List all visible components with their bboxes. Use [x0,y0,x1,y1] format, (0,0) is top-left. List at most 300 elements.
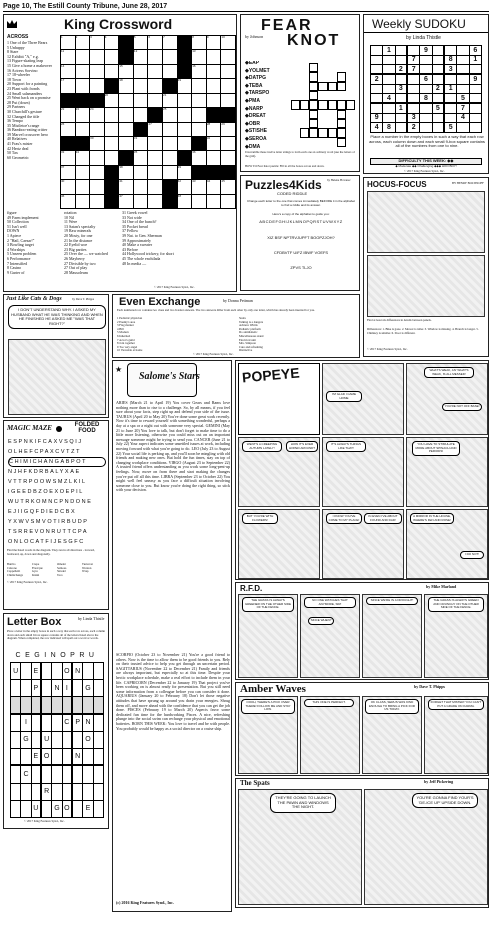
letter-box-cell[interactable] [11,715,20,731]
crossword-cell[interactable]: 19 [178,79,192,92]
letter-box-cell[interactable] [52,697,61,713]
letter-box-cell[interactable] [32,715,41,731]
crossword-cell[interactable] [148,94,162,107]
sudoku-cell[interactable] [408,94,419,103]
sudoku-cell[interactable] [383,85,394,94]
sudoku-cell[interactable]: 4 [457,114,468,123]
letter-box-cell[interactable] [21,784,30,800]
crossword-cell[interactable] [163,123,177,136]
fear-knot-cell[interactable] [309,110,318,119]
sudoku-cell[interactable] [433,94,444,103]
crossword-cell[interactable] [134,79,148,92]
letter-box-cell[interactable]: G [52,801,61,817]
crossword-cell[interactable] [148,195,162,208]
letter-box-cell[interactable] [11,680,20,696]
sudoku-cell[interactable]: 3 [396,85,407,94]
crossword-cell[interactable]: 47 [119,195,133,208]
crossword-cell[interactable]: 38 [119,166,133,179]
sudoku-cell[interactable] [420,65,431,74]
sudoku-cell[interactable] [470,104,481,113]
crossword-cell[interactable] [148,50,162,63]
crossword-cell[interactable]: 10 [221,36,235,49]
sudoku-cell[interactable] [433,114,444,123]
crossword-cell[interactable] [148,151,162,164]
letter-box-cell[interactable] [73,766,82,782]
sudoku-cell[interactable]: 8 [383,123,394,132]
sudoku-cell[interactable] [396,94,407,103]
crossword-cell[interactable] [134,195,148,208]
letter-box-cell[interactable] [11,732,20,748]
sudoku-cell[interactable] [445,46,456,55]
fear-knot-cell[interactable] [337,82,346,91]
sudoku-cell[interactable]: 8 [445,56,456,65]
sudoku-cell[interactable] [457,56,468,65]
letter-box-cell[interactable]: N [52,680,61,696]
crossword-cell[interactable] [90,166,104,179]
crossword-cell[interactable] [119,123,133,136]
crossword-cell[interactable] [207,94,221,107]
sudoku-cell[interactable] [371,85,382,94]
crossword-cell[interactable] [178,94,192,107]
crossword-cell[interactable] [76,123,90,136]
sudoku-cell[interactable]: 4 [383,94,394,103]
crossword-cell[interactable] [221,65,235,78]
sudoku-cell[interactable] [470,123,481,132]
sudoku-cell[interactable] [433,123,444,132]
crossword-cell[interactable] [221,94,235,107]
crossword-cell[interactable] [221,50,235,63]
letter-box-cell[interactable]: N [73,749,82,765]
crossword-cell[interactable] [163,137,177,150]
sudoku-cell[interactable] [420,104,431,113]
crossword-cell[interactable]: 9 [207,36,221,49]
sudoku-cell[interactable]: 7 [408,65,419,74]
sudoku-cell[interactable] [396,75,407,84]
crossword-cell[interactable] [207,50,221,63]
crossword-cell[interactable]: 21 [163,94,177,107]
sudoku-cell[interactable]: 2 [433,85,444,94]
crossword-cell[interactable] [134,166,148,179]
sudoku-cell[interactable] [383,56,394,65]
crossword-cell[interactable] [163,50,177,63]
letter-box-cell[interactable]: R [42,784,51,800]
crossword-cell[interactable]: 14 [61,65,75,78]
crossword-cell[interactable] [90,123,104,136]
crossword-cell[interactable]: 12 [134,50,148,63]
crossword-cell[interactable] [76,180,90,193]
crossword-cell[interactable] [105,123,119,136]
letter-box-cell[interactable] [63,697,72,713]
sudoku-cell[interactable] [371,56,382,65]
sudoku-cell[interactable]: 3 [408,114,419,123]
crossword-cell[interactable] [105,137,119,150]
letter-box-cell[interactable]: I [63,680,72,696]
fear-knot-cell[interactable] [309,82,318,91]
crossword-cell[interactable] [163,151,177,164]
crossword-cell[interactable]: 25 [163,108,177,121]
crossword-cell[interactable] [207,151,221,164]
letter-box-cell[interactable] [73,732,82,748]
crossword-cell[interactable]: 48 [178,195,192,208]
sudoku-cell[interactable] [396,56,407,65]
sudoku-cell[interactable]: 6 [420,75,431,84]
crossword-cell[interactable]: 40 [61,180,75,193]
crossword-cell[interactable] [207,79,221,92]
letter-box-cell[interactable] [11,801,20,817]
letter-box-cell[interactable]: E [83,801,92,817]
crossword-cell[interactable] [105,50,119,63]
fear-knot-cell[interactable] [318,128,327,137]
letter-box-cell[interactable] [21,697,30,713]
letter-box-grid[interactable] [10,662,104,818]
letter-box-cell[interactable] [42,715,51,731]
sudoku-cell[interactable] [408,104,419,113]
letter-box-cell[interactable] [52,732,61,748]
crossword-cell[interactable] [148,79,162,92]
letter-box-cell[interactable] [94,715,103,731]
crossword-cell[interactable]: 43 [192,180,206,193]
sudoku-cell[interactable] [383,65,394,74]
letter-box-cell[interactable] [42,680,51,696]
fear-knot-cell[interactable] [291,100,300,109]
sudoku-cell[interactable]: 7 [408,56,419,65]
sudoku-cell[interactable]: 2 [371,75,382,84]
crossword-cell[interactable]: 24 [90,108,104,121]
sudoku-cell[interactable] [457,123,468,132]
sudoku-cell[interactable] [445,114,456,123]
crossword-cell[interactable] [105,108,119,121]
sudoku-cell[interactable]: 4 [371,123,382,132]
sudoku-cell[interactable]: 1 [445,85,456,94]
crossword-cell[interactable]: 26 [61,123,75,136]
crossword-cell[interactable] [192,94,206,107]
letter-box-cell[interactable]: O [83,732,92,748]
crossword-cell[interactable]: 6 [148,36,162,49]
fear-knot-cell[interactable] [328,128,337,137]
sudoku-cell[interactable]: 9 [371,114,382,123]
crossword-cell[interactable]: 5 [134,36,148,49]
crossword-cell[interactable]: 23 [76,108,90,121]
letter-box-cell[interactable] [73,680,82,696]
sudoku-cell[interactable] [408,75,419,84]
crossword-cell[interactable] [148,65,162,78]
crossword-cell[interactable]: 32 [207,137,221,150]
fear-knot-cell[interactable] [328,100,337,109]
letter-box-cell[interactable] [42,697,51,713]
letter-box-cell[interactable] [21,680,30,696]
crossword-cell[interactable] [76,65,90,78]
crossword-cell[interactable] [119,137,133,150]
crossword-cell[interactable] [221,195,235,208]
sudoku-cell[interactable]: 1 [396,104,407,113]
sudoku-cell[interactable]: 3 [445,65,456,74]
crossword-cell[interactable]: 30 [90,137,104,150]
letter-box-cell[interactable] [42,801,51,817]
crossword-cell[interactable]: 34 [76,151,90,164]
letter-box-cell[interactable]: C [63,715,72,731]
letter-box-cell[interactable] [63,732,72,748]
sudoku-cell[interactable]: 8 [420,94,431,103]
sudoku-cell[interactable] [470,114,481,123]
letter-box-cell[interactable]: U [11,663,20,679]
letter-box-cell[interactable] [32,766,41,782]
letter-box-cell[interactable] [52,715,61,731]
sudoku-cell[interactable] [433,65,444,74]
crossword-cell[interactable]: 18 [119,79,133,92]
crossword-cell[interactable] [148,137,162,150]
crossword-cell[interactable]: 37 [61,166,75,179]
crossword-cell[interactable] [192,79,206,92]
letter-box-cell[interactable] [63,766,72,782]
sudoku-cell[interactable] [408,85,419,94]
sudoku-cell[interactable]: 1 [383,46,394,55]
fear-knot-cell[interactable] [337,110,346,119]
crossword-cell[interactable] [221,137,235,150]
sudoku-cell[interactable]: 6 [470,46,481,55]
crossword-cell[interactable]: 44 [207,180,221,193]
crossword-cell[interactable]: 33 [61,151,75,164]
crossword-grid[interactable] [60,35,236,209]
sudoku-cell[interactable]: 7 [457,104,468,113]
letter-box-cell[interactable] [32,784,41,800]
letter-box-cell[interactable] [21,801,30,817]
crossword-cell[interactable]: 28 [207,123,221,136]
sudoku-cell[interactable] [445,75,456,84]
crossword-cell[interactable] [90,195,104,208]
fear-knot-cell[interactable] [337,100,346,109]
sudoku-cell[interactable] [470,94,481,103]
sudoku-cell[interactable]: 5 [433,104,444,113]
crossword-cell[interactable]: 1 [61,36,75,49]
crossword-cell[interactable]: 27 [148,123,162,136]
sudoku-grid[interactable] [370,45,482,133]
crossword-cell[interactable]: 16 [192,65,206,78]
sudoku-cell[interactable] [420,56,431,65]
crossword-cell[interactable] [134,108,148,121]
sudoku-cell[interactable] [433,75,444,84]
crossword-cell[interactable]: 8 [192,36,206,49]
fear-knot-cell[interactable] [300,100,309,109]
crossword-cell[interactable] [76,166,90,179]
crossword-cell[interactable] [105,65,119,78]
crossword-cell[interactable] [178,137,192,150]
letter-box-cell[interactable]: N [73,663,82,679]
sudoku-cell[interactable]: 5 [457,94,468,103]
crossword-cell[interactable]: 7 [163,36,177,49]
crossword-cell[interactable] [90,151,104,164]
crossword-cell[interactable]: 15 [119,65,133,78]
crossword-cell[interactable]: 4 [105,36,119,49]
letter-box-cell[interactable] [83,784,92,800]
crossword-cell[interactable]: 41 [119,180,133,193]
letter-box-cell[interactable] [11,766,20,782]
letter-box-cell[interactable]: P [73,715,82,731]
fear-knot-cell[interactable] [309,63,318,72]
crossword-cell[interactable]: 36 [192,151,206,164]
crossword-cell[interactable] [119,94,133,107]
fear-knot-cell[interactable] [300,128,309,137]
sudoku-cell[interactable] [420,123,431,132]
crossword-cell[interactable] [105,151,119,164]
letter-box-cell[interactable]: I [21,715,30,731]
letter-box-cell[interactable] [42,766,51,782]
letter-box-cell[interactable]: O [63,663,72,679]
crossword-cell[interactable] [119,108,133,121]
sudoku-cell[interactable]: 2 [396,65,407,74]
letter-box-cell[interactable] [32,697,41,713]
fear-knot-cell[interactable] [318,100,327,109]
crossword-cell[interactable]: 17 [61,79,75,92]
crossword-cell[interactable] [134,65,148,78]
sudoku-cell[interactable] [396,46,407,55]
letter-box-cell[interactable]: O [42,749,51,765]
crossword-cell[interactable]: 11 [61,50,75,63]
sudoku-cell[interactable] [433,56,444,65]
letter-box-cell[interactable]: N [83,715,92,731]
crossword-cell[interactable] [90,180,104,193]
fear-knot-grid[interactable] [291,63,355,147]
letter-box-cell[interactable] [73,801,82,817]
sudoku-cell[interactable] [433,46,444,55]
crossword-cell[interactable]: 46 [61,195,75,208]
fear-knot-cell[interactable] [318,82,327,91]
letter-box-cell[interactable] [83,766,92,782]
fear-knot-cell[interactable] [337,72,346,81]
letter-box-cell[interactable]: E [32,749,41,765]
letter-box-cell[interactable] [32,732,41,748]
crossword-cell[interactable] [207,195,221,208]
letter-box-cell[interactable] [63,749,72,765]
letter-box-cell[interactable] [94,766,103,782]
letter-box-cell[interactable] [63,784,72,800]
sudoku-cell[interactable] [383,75,394,84]
letter-box-cell[interactable] [83,697,92,713]
letter-box-cell[interactable] [52,766,61,782]
crossword-cell[interactable] [178,108,192,121]
crossword-cell[interactable]: 42 [178,180,192,193]
sudoku-cell[interactable] [445,104,456,113]
letter-box-cell[interactable]: U [42,732,51,748]
letter-box-cell[interactable] [52,749,61,765]
crossword-cell[interactable]: 35 [134,151,148,164]
letter-box-cell[interactable]: G [21,732,30,748]
letter-box-cell[interactable] [11,697,20,713]
crossword-cell[interactable] [90,50,104,63]
sudoku-cell[interactable] [420,114,431,123]
crossword-cell[interactable]: 13 [192,50,206,63]
sudoku-cell[interactable] [457,65,468,74]
crossword-cell[interactable] [221,151,235,164]
fear-knot-cell[interactable] [337,138,346,147]
crossword-cell[interactable] [148,166,162,179]
crossword-cell[interactable] [76,50,90,63]
sudoku-cell[interactable]: 5 [445,123,456,132]
crossword-cell[interactable] [134,180,148,193]
letter-box-cell[interactable] [83,749,92,765]
sudoku-cell[interactable] [371,65,382,74]
letter-box-cell[interactable] [73,784,82,800]
letter-box-cell[interactable] [11,749,20,765]
letter-box-cell[interactable] [94,732,103,748]
fear-knot-cell[interactable] [309,100,318,109]
crossword-cell[interactable]: 39 [178,166,192,179]
sudoku-cell[interactable]: 2 [408,123,419,132]
letter-box-cell[interactable] [73,697,82,713]
letter-box-cell[interactable] [83,663,92,679]
letter-box-cell[interactable] [11,784,20,800]
letter-box-cell[interactable] [94,749,103,765]
sudoku-cell[interactable]: 1 [470,56,481,65]
fear-knot-cell[interactable] [337,128,346,137]
sudoku-cell[interactable] [371,104,382,113]
sudoku-cell[interactable] [457,46,468,55]
letter-box-cell[interactable] [94,801,103,817]
crossword-cell[interactable] [192,108,206,121]
crossword-cell[interactable] [192,195,206,208]
sudoku-cell[interactable] [371,46,382,55]
crossword-cell[interactable]: 45 [221,180,235,193]
letter-box-cell[interactable] [94,680,103,696]
letter-box-cell[interactable] [94,697,103,713]
crossword-cell[interactable] [178,123,192,136]
letter-box-cell[interactable] [94,663,103,679]
crossword-cell[interactable] [76,79,90,92]
crossword-cell[interactable]: 29 [221,123,235,136]
sudoku-cell[interactable] [383,104,394,113]
letter-box-cell[interactable] [52,663,61,679]
crossword-cell[interactable] [163,65,177,78]
fear-knot-cell[interactable] [309,128,318,137]
letter-box-cell[interactable] [52,784,61,800]
crossword-cell[interactable] [90,79,104,92]
crossword-cell[interactable]: 2 [76,36,90,49]
letter-box-cell[interactable]: G [83,680,92,696]
sudoku-cell[interactable] [445,94,456,103]
fear-knot-cell[interactable] [309,91,318,100]
letter-box-cell[interactable]: O [63,801,72,817]
fear-knot-cell[interactable] [328,82,337,91]
fear-knot-cell[interactable] [309,72,318,81]
letter-box-cell[interactable]: E [32,663,41,679]
sudoku-cell[interactable] [457,85,468,94]
crossword-cell[interactable]: 3 [90,36,104,49]
sudoku-cell[interactable] [408,46,419,55]
sudoku-cell[interactable] [396,123,407,132]
crossword-cell[interactable] [148,180,162,193]
crossword-cell[interactable]: 31 [134,137,148,150]
letter-box-cell[interactable]: U [32,801,41,817]
crossword-cell[interactable] [134,94,148,107]
sudoku-cell[interactable]: 9 [420,46,431,55]
crossword-cell[interactable] [90,65,104,78]
fear-knot-cell[interactable] [309,119,318,128]
sudoku-cell[interactable]: 9 [470,75,481,84]
letter-box-cell[interactable] [21,749,30,765]
sudoku-cell[interactable] [371,94,382,103]
crossword-cell[interactable]: 22 [61,108,75,121]
sudoku-cell[interactable] [383,114,394,123]
crossword-cell[interactable]: 20 [105,94,119,107]
sudoku-cell[interactable] [457,75,468,84]
letter-box-cell[interactable]: C [21,766,30,782]
letter-box-cell[interactable] [21,663,30,679]
fear-knot-cell[interactable] [346,100,355,109]
sudoku-cell[interactable] [470,65,481,74]
crossword-cell[interactable] [221,79,235,92]
crossword-cell[interactable] [163,166,177,179]
sudoku-cell[interactable] [470,85,481,94]
sudoku-cell[interactable] [396,114,407,123]
